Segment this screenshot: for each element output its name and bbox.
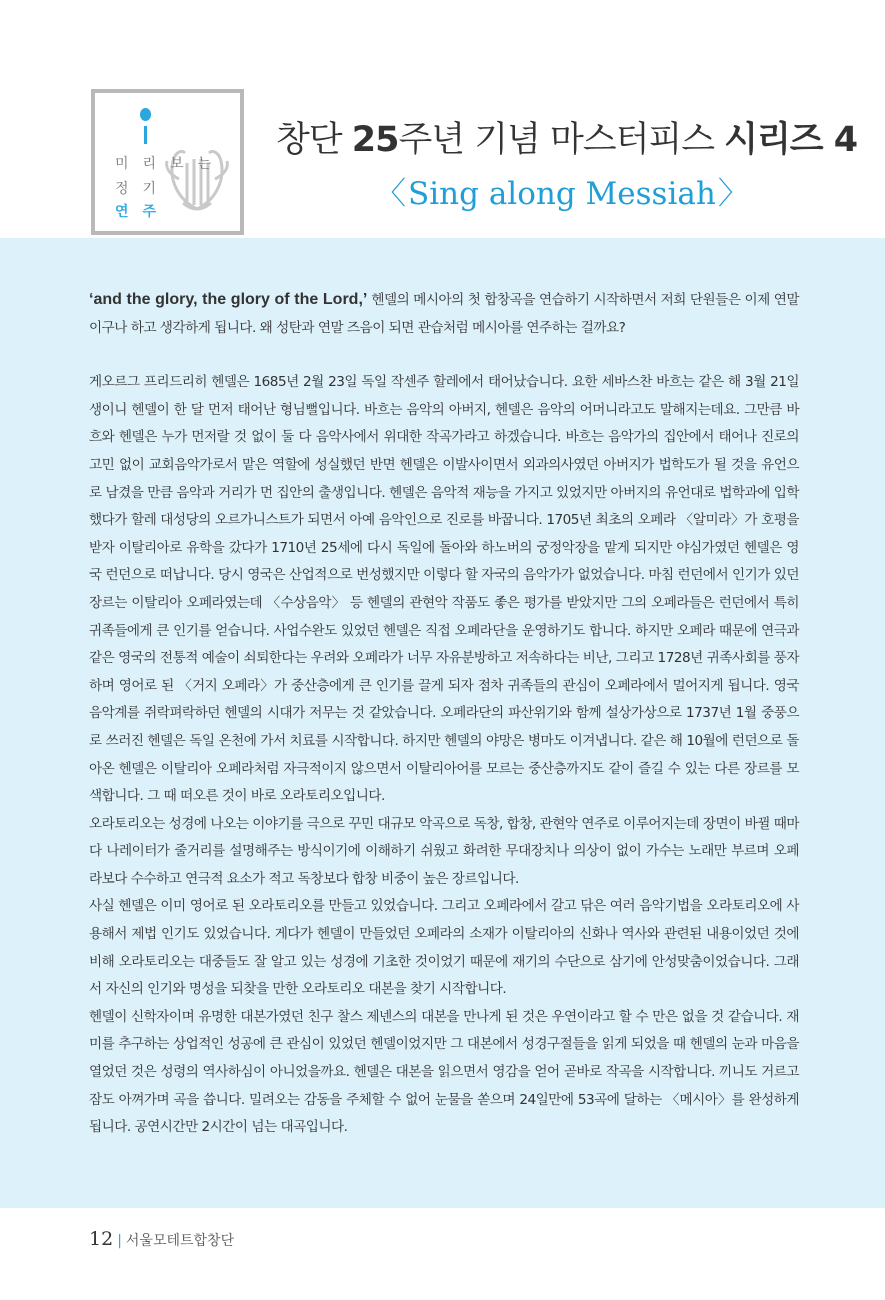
note-dot-icon bbox=[140, 108, 151, 121]
note-stem-icon bbox=[144, 126, 147, 144]
page-subtitle bbox=[375, 168, 749, 213]
title-part-d: 시리즈 4 bbox=[724, 120, 858, 160]
page-title bbox=[276, 112, 857, 162]
subtitle-text: Sing along Messiah bbox=[408, 176, 716, 212]
subtitle-open-bracket: 〈 bbox=[375, 176, 406, 212]
badge-line-3: 연주 bbox=[115, 204, 171, 220]
title-part-c: 주년 기념 마스터피스 bbox=[398, 120, 725, 160]
lead-text: 헨델의 메시아의 첫 합창곡을 연습하기 시작하면서 저희 단원들은 이제 연말이구나 하고 생각하게 됩니다. 왜 성탄과 연말 즈음이 되면 관습처럼 메시아를 연주하는 걸까요? bbox=[89, 292, 799, 336]
subtitle-close-bracket: 〉 bbox=[717, 176, 749, 212]
badge-line-2: 정기 bbox=[115, 181, 171, 197]
lead-paragraph bbox=[89, 286, 799, 342]
page-number: 12 bbox=[89, 1228, 114, 1250]
paragraph-3: 사실 헨델은 이미 영어로 된 오라토리오를 만들고 있었습니다. 그리고 오페라에서 갈고 닦은 여러 음악기법을 오라토리오에 사용해서 제법 인기도 있었습니다. 게다가 헨델이 만들었던 오페라의 소재가 이탈리아의 신화나 역사와 관련된 내용이었던 것에 비해 오라토리오는 대중들도 잘 알고 있는 성경에 기초한 것이었기 때문에 재기의 수단으로 삼기에 안성맞춤이었습니다. 그래서 자신의 인기와 명성을 되찾을 만한 오라토리오 대본을 찾기 시작합니다. bbox=[89, 898, 799, 998]
paragraph-1: 게오르그 프리드리히 헨델은 1685년 2월 23일 독일 작센주 할레에서 태어났습니다. 요한 세바스찬 바흐는 같은 해 3월 21일생이니 헨델이 한 달 먼저 태어난 형님뻘입니다. 바흐는 음악의 아버지, 헨델은 음악의 어머니라고도 말해지는데요. 그만큼 바흐와 헨델은 누가 먼저랄 것 없이 둘 다 음악사에서 위대한 작곡가라고 하겠습니다. 바흐는 음악가의 집안에서 태어나 진로의 고민 없이 교회음악가로서 맡은 역할에 성실했던 반면 헨델은 이발사이면서 외과의사였던 아버지가 법학도가 될 것을 유언으로 남겼을 만큼 음악과 거리가 먼 집안의 출생입니다. 헨델은 음악적 재능을 가지고 있었지만 아버지의 유언대로 법학과에 입학했다가 할레 대성당의 오르가니스트가 되면서 아예 음악인으로 진로를 바꿉니다. 1705년 최초의 오페라 〈알미라〉가 호평을 받자 이탈리아로 유학을 갔다가 1710년 25세에 다시 독일에 돌아와 하노버의 궁정악장을 맡게 되지만 야심가였던 헨델은 영국 런던으로 떠납니다. 당시 영국은 산업적으로 번성했지만 이렇다 할 자국의 음악가가 없었습니다. 마침 런던에서 인기가 있던 장르는 이탈리아 오페라였는데 〈수상음악〉 등 헨델의 관현악 작품도 좋은 평가를 받았지만 그의 오페라들은 런던에서 특히 귀족들에게 큰 인기를 얻습니다. 사업수완도 있었던 헨델은 직접 오페라단을 운영하기도 합니다. 하지만 오페라 때문에 연극과 같은 영국의 전통적 예술이 쇠퇴한다는 우려와 오페라가 너무 자유분방하고 저속하다는 비난, 그리고 1728년 귀족사회를 풍자하며 영어로 된 〈거지 오페라〉가 중산층에게 큰 인기를 끌게 되자 점차 귀족들의 관심이 오페라에서 멀어지게 됩니다. 영국음악계를 쥐락펴락하던 헨델의 시대가 저무는 것 같았습니다. 오페라단의 파산위기와 함께 설상가상으로 1737년 1월 중풍으로 쓰러진 헨델은 독일 온천에 가서 치료를 시작합니다. 하지만 헨델의 야망은 병마도 이겨냅니다. 같은 해 10월에 런던으로 돌아온 헨델은 이탈리아 오페라처럼 자극적이지 않으면서 이탈리아어를 모르는 중산층까지도 같이 즐길 수 있는 다른 장르를 모색합니다. 그 때 떠오른 것이 바로 오라토리오입니다. bbox=[89, 374, 799, 805]
series-badge bbox=[91, 89, 244, 235]
title-part-a: 창단 bbox=[276, 120, 352, 160]
lead-quote: ‘and the glory, the glory of the Lord,’ bbox=[89, 291, 368, 308]
footer-org-name: 서울모테트합창단 bbox=[125, 1233, 235, 1249]
paragraph-2: 오라토리오는 성경에 나오는 이야기를 극으로 꾸민 대규모 악곡으로 독창, 합창, 관현악 연주로 이루어지는데 장면이 바뀔 때마다 나레이터가 줄거리를 설명해주는 방식이기에 이해하기 쉬웠고 화려한 무대장치나 의상이 없이 가수는 노래만 부르며 오페라보다 수수하고 연극적 요소가 적고 독창보다 합창 비중이 높은 장르입니다. bbox=[89, 815, 799, 887]
page-footer bbox=[89, 1228, 234, 1250]
paragraph-4: 헨델이 신학자이며 유명한 대본가였던 친구 찰스 제넨스의 대본을 만나게 된 것은 우연이라고 할 수 만은 없을 것 같습니다. 재미를 추구하는 상업적인 성공에 큰 관심이 있었던 헨델이었지만 그 대본에서 성경구절들을 읽게 되었을 때 헨델의 눈과 마음을 열었던 것은 성령의 역사하심이 아니었을까요. 헨델은 대본을 읽으면서 영감을 얻어 곧바로 작곡을 시작합니다. 끼니도 거르고 잠도 아껴가며 곡을 씁니다. 밀려오는 감동을 주체할 수 없어 눈물을 쏟으며 24일만에 53곡에 달하는 〈메시아〉를 완성하게 됩니다. 공연시간만 2시간이 넘는 대곡입니다. bbox=[89, 1008, 799, 1136]
title-part-b: 25 bbox=[351, 120, 399, 160]
badge-line-1: 미리보는 bbox=[115, 156, 226, 172]
article-body bbox=[89, 286, 799, 1142]
footer-separator: | bbox=[117, 1233, 122, 1249]
